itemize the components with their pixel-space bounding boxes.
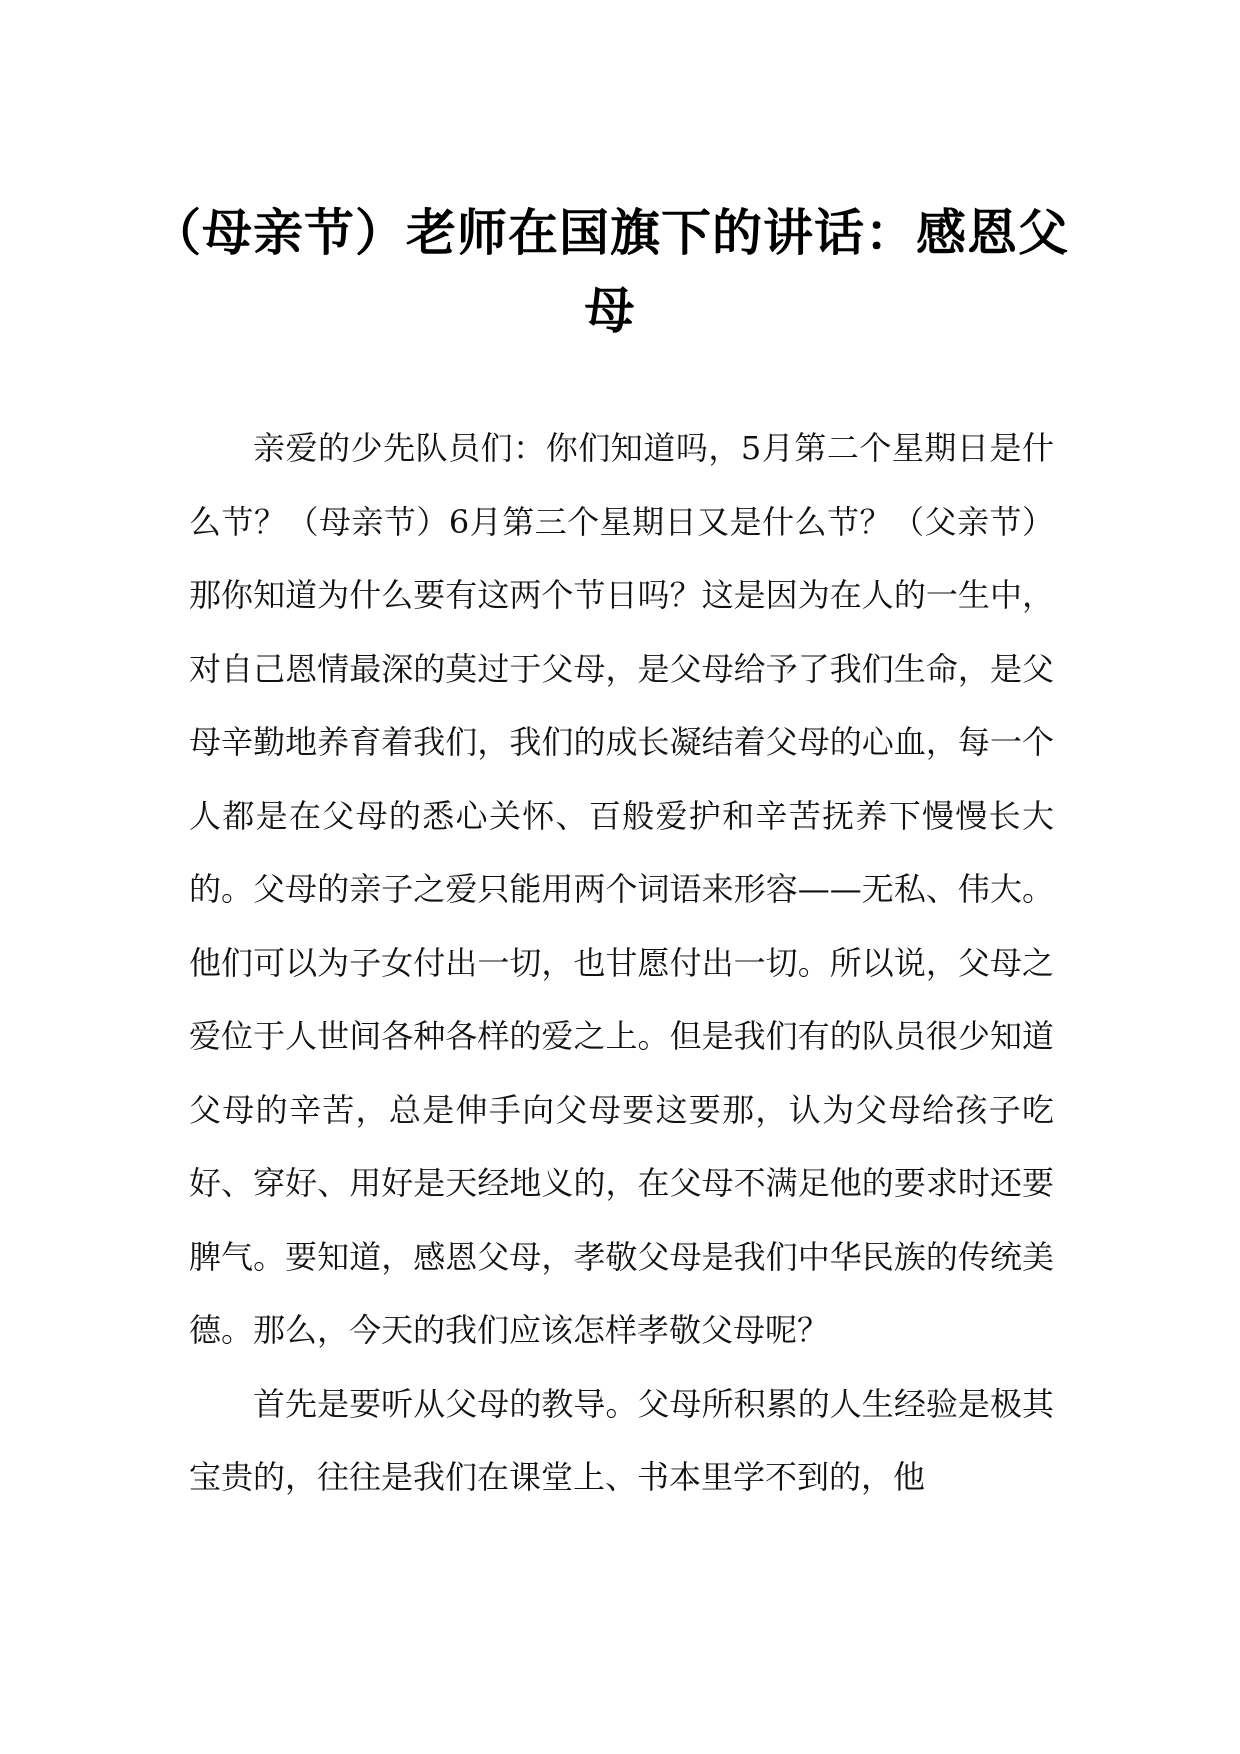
- document-title: （母亲节）老师在国旗下的讲话：感恩父母: [151, 202, 1069, 340]
- paragraph: 首先是要听从父母的教导。父母所积累的人生经验是极其宝贵的，往往是我们在课堂上、书本里学不到的，他: [189, 1384, 1054, 1496]
- paragraph: 亲爱的少先队员们：你们知道吗，5月第二个星期日是什么节？（母亲节）6月第三个星期日又是什么节？（父亲节）那你知道为什么要有这两个节日吗？这是因为在人的一生中，对自己恩情最深的莫过于父母，是父母给予了我们生命，是父母辛勤地养育着我们，我们的成长凝结着父母的心血，每一个人都是在父母的悉心关怀、百般爱护和辛苦抚养下慢慢长大的。父母的亲子之爱只能用两个词语来形容——无私、伟大。他们可以为子女付出一切，也甘愿付出一切。所以说，父母之爱位于人世间各种各样的爱之上。但是我们有的队员很少知道父母的辛苦，总是伸手向父母要这要那，认为父母给孩子吃好、穿好、用好是天经地义的，在父母不满足他的要求时还要脾气。要知道，感恩父母，孝敬父母是我们中华民族的传统美德。那么，今天的我们应该怎样孝敬父母呢？: [189, 429, 1054, 1349]
- document-body: [189, 412, 1054, 1515]
